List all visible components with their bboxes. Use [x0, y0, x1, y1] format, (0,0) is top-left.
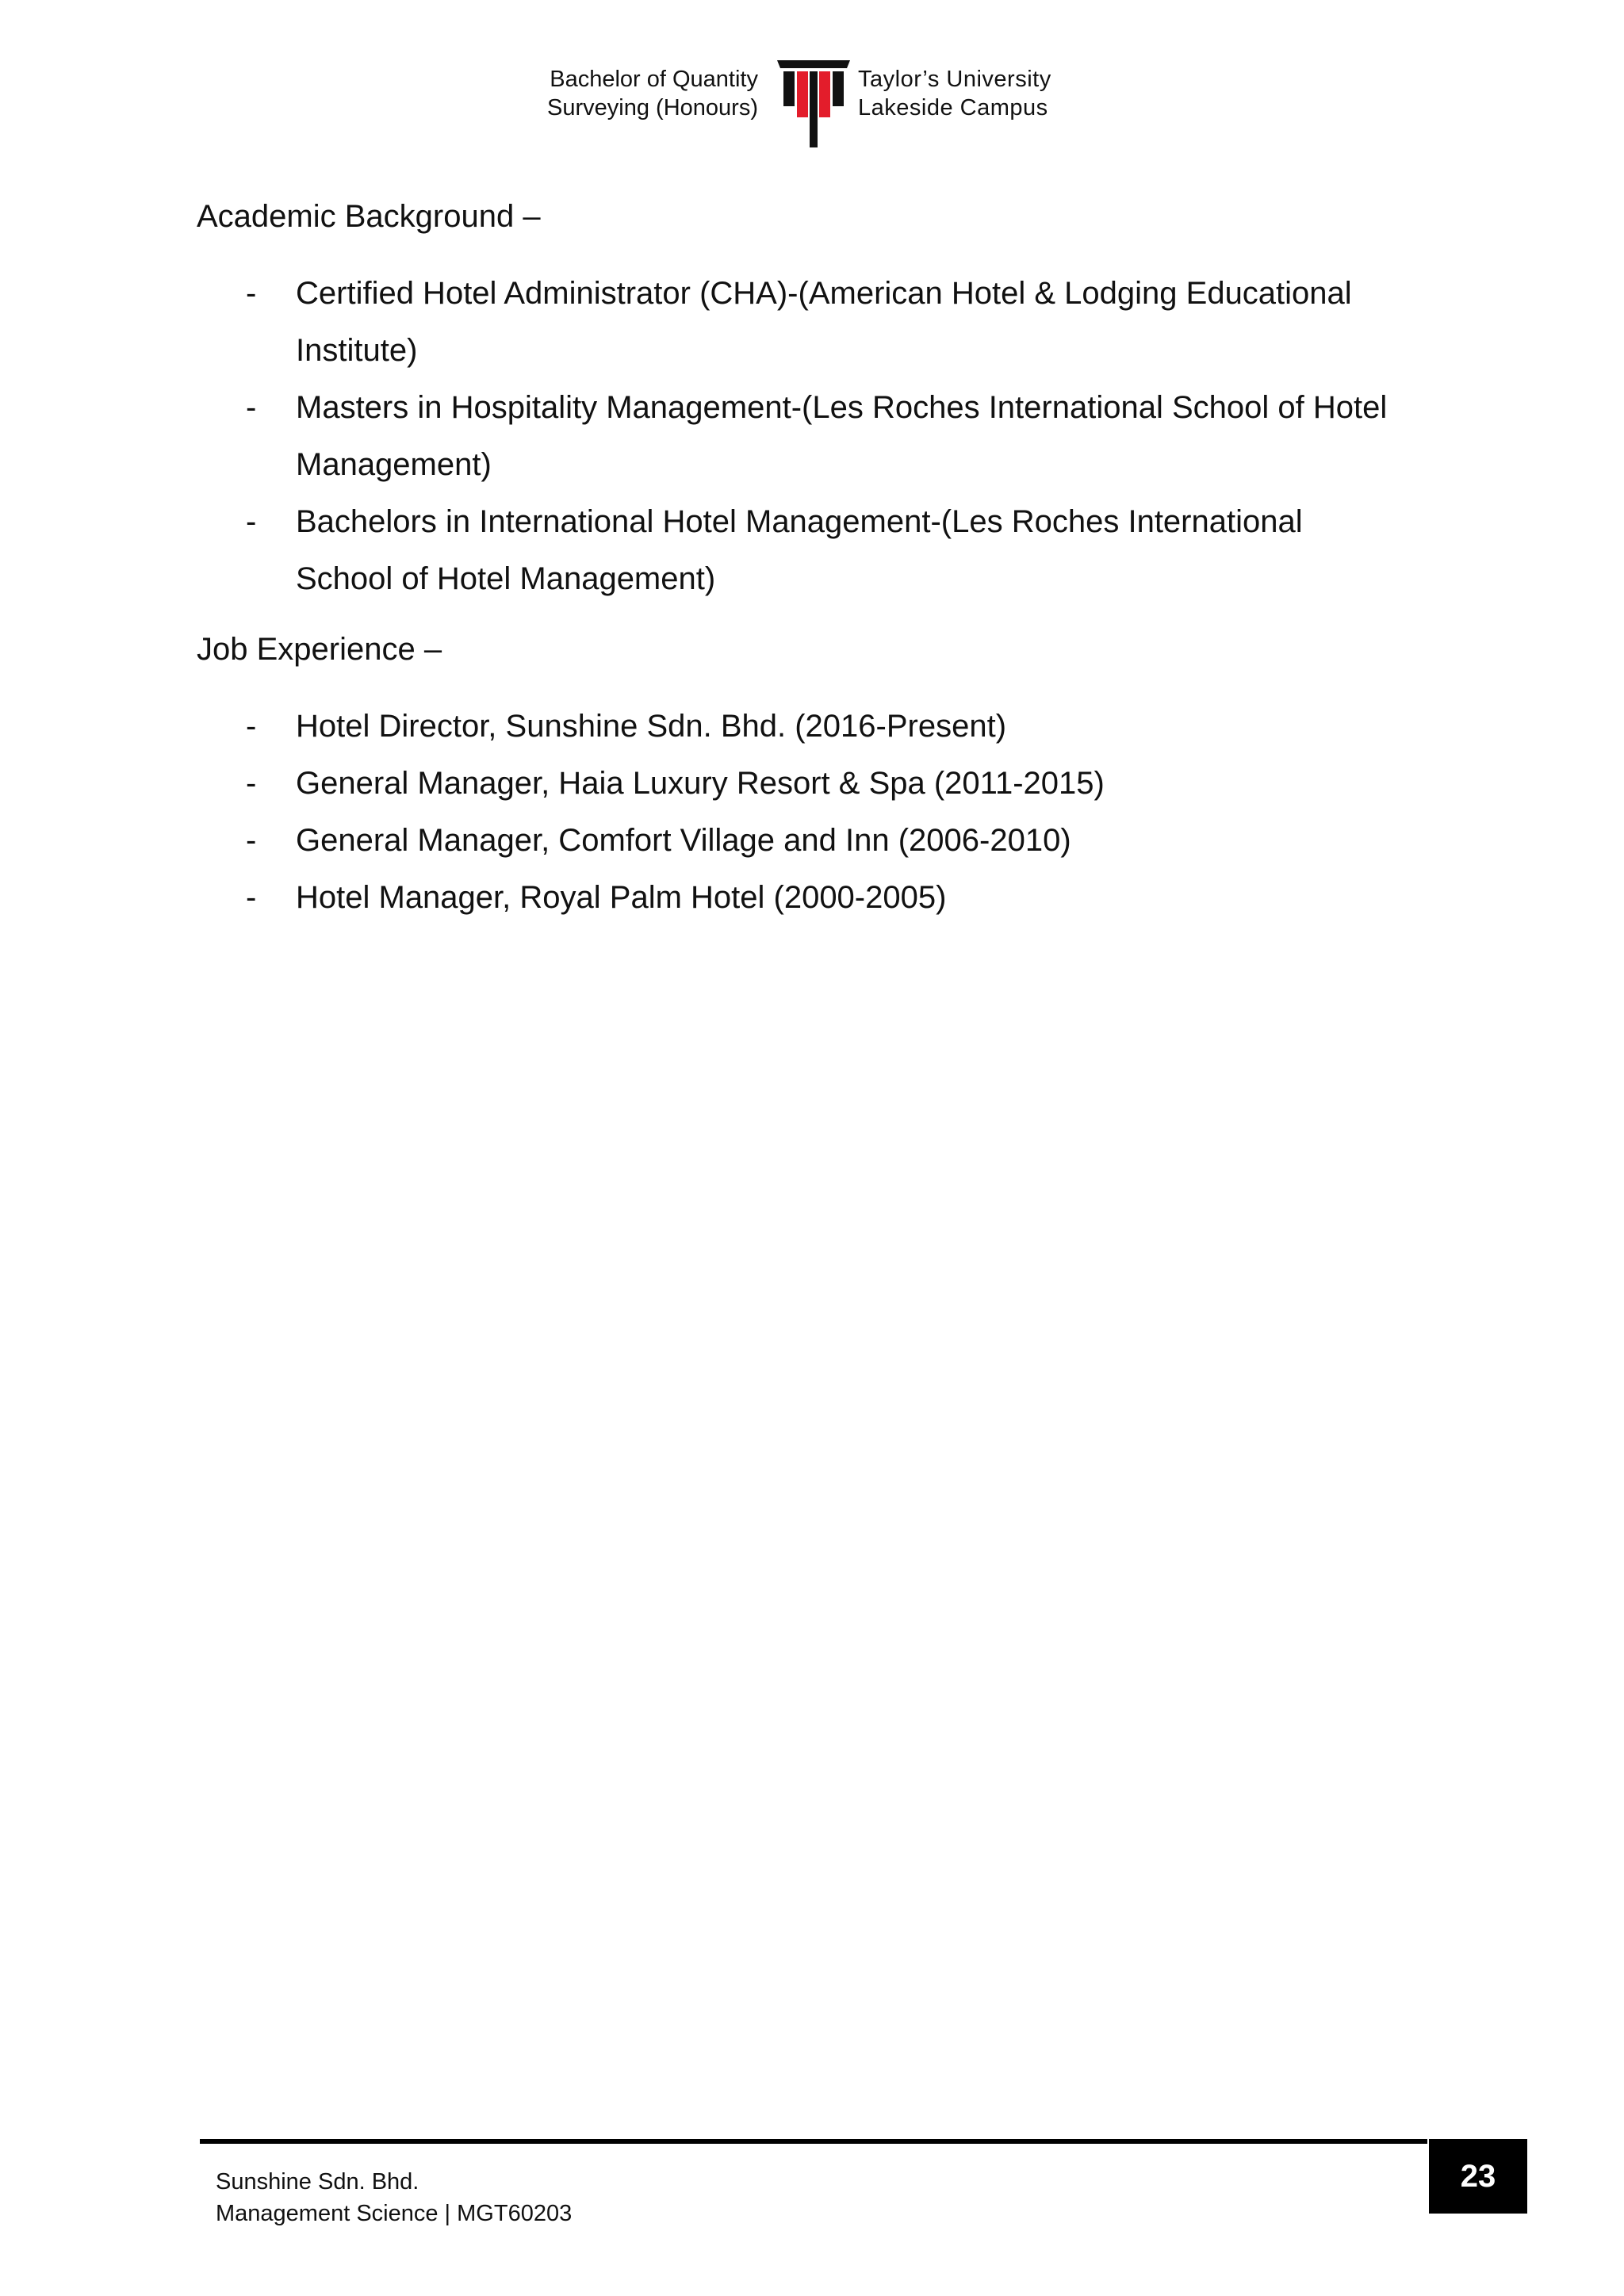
list-item: [197, 698, 1565, 755]
list-item-text: Bachelors in International Hotel Management-(Les Roches International: [296, 504, 1303, 539]
document-body: [197, 192, 1434, 943]
footer-course: Management Science | MGT60203: [216, 2201, 573, 2226]
list-item: [197, 265, 1565, 379]
university-name-line-1: Taylor’s University: [858, 67, 1051, 92]
list-item-text-continued: School of Hotel Management): [296, 561, 716, 596]
page-header: [0, 60, 1624, 155]
dash-bullet: -: [246, 766, 257, 801]
list-item: [197, 379, 1565, 493]
taylors-university-logo-icon: [777, 60, 850, 147]
dash-bullet: -: [246, 276, 257, 311]
program-name: [547, 65, 758, 122]
dash-bullet: -: [246, 709, 257, 744]
dash-bullet: -: [246, 390, 257, 425]
list-item-text: General Manager, Haia Luxury Resort & Spa (2011-2015): [296, 766, 1105, 801]
academic-background-list: [197, 265, 1434, 607]
list-item-text: General Manager, Comfort Village and Inn (2006-2010): [296, 823, 1071, 858]
page-footer: [216, 2166, 572, 2229]
list-item: [197, 493, 1565, 607]
list-item: [197, 812, 1565, 869]
dash-bullet: -: [246, 504, 257, 539]
dash-bullet: -: [246, 880, 257, 915]
academic-background-heading: Academic Background –: [197, 199, 541, 234]
job-experience-list: [197, 698, 1434, 926]
footer-divider: [200, 2139, 1427, 2144]
list-item: [197, 869, 1565, 926]
page-number: 23: [1429, 2139, 1527, 2214]
list-item: [197, 755, 1565, 812]
program-name-line-1: Bachelor of Quantity: [550, 67, 758, 92]
university-name: [858, 65, 1051, 122]
university-name-line-2: Lakeside Campus: [858, 95, 1048, 121]
dash-bullet: -: [246, 823, 257, 858]
list-item-text: Hotel Manager, Royal Palm Hotel (2000-2005): [296, 880, 947, 915]
footer-company: Sunshine Sdn. Bhd.: [216, 2169, 419, 2195]
program-name-line-2: Surveying (Honours): [547, 95, 758, 121]
list-item-text-continued: Management): [296, 447, 492, 482]
list-item-text: Hotel Director, Sunshine Sdn. Bhd. (2016-Present): [296, 709, 1007, 744]
job-experience-heading: Job Experience –: [197, 632, 442, 667]
list-item-text-continued: Institute): [296, 333, 418, 368]
list-item-text: Masters in Hospitality Management-(Les Roches International School of Hotel: [296, 390, 1388, 425]
list-item-text: Certified Hotel Administrator (CHA)-(American Hotel & Lodging Educational: [296, 276, 1352, 311]
